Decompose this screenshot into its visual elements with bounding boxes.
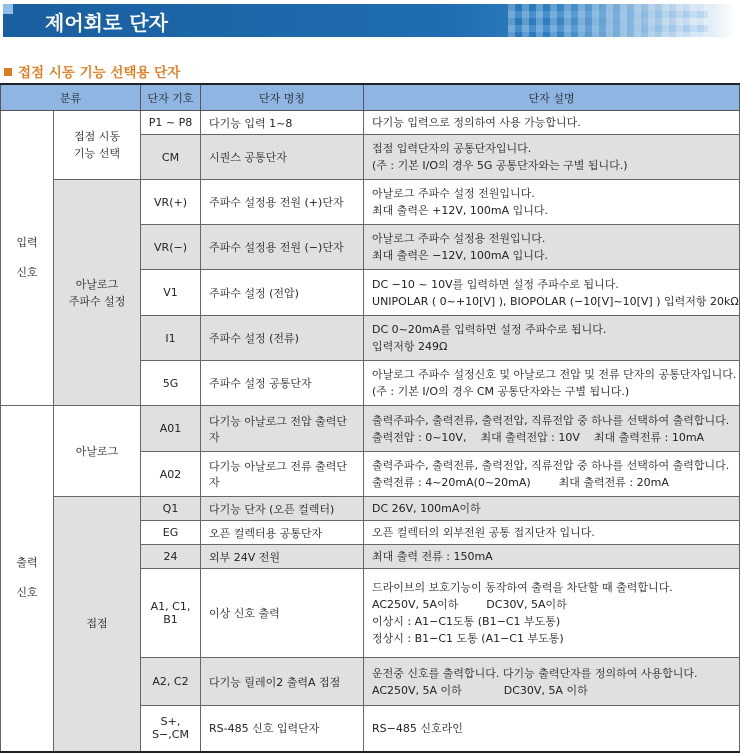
terminal-symbol: A01 [141,406,201,452]
terminal-name: 주파수 설정 (전압) [201,270,364,316]
terminal-symbol: P1 ~ P8 [141,111,201,135]
description-line: AC250V, 5A 이하 DC30V, 5A 이하 [372,683,588,697]
terminal-name: 다기능 단자 (오픈 컬렉터) [201,497,364,521]
description-line: 아날로그 주파수 설정 전원입니다. [372,187,535,200]
description-line: 아날로그 주파수 설정신호 및 아날로그 전압 및 전류 단자의 공통단자입니다. [372,368,737,381]
terminal-description [364,658,740,706]
description-line: 아날로그 주파수 설정용 전원입니다. [372,232,546,245]
table-row [1,497,740,521]
terminal-symbol: A2, C2 [141,658,201,706]
description-line: 오픈 컬렉터의 외부전원 공통 접지단자 입니다. [372,526,595,539]
terminal-name: 오픈 컬렉터용 공통단자 [201,521,364,545]
table-row [1,406,740,452]
banner-mosaic-decoration [508,4,708,37]
label-line: 입력 [16,236,38,249]
description-line: 다기능 입력으로 정의하여 사용 가능합니다. [372,116,581,129]
terminal-name: 다기능 아날로그 전류 출력단자 [201,452,364,497]
terminal-description [364,225,740,270]
terminal-symbol: A1, C1, B1 [141,569,201,658]
label-line: 아날로그 [75,444,119,458]
banner-corner-square [3,4,13,14]
terminal-name: 주파수 설정용 전원 (−)단자 [201,225,364,270]
header-symbol: 단자 기호 [141,84,201,111]
terminal-symbol: EG [141,521,201,545]
label-line: 신호 [16,266,38,279]
title-banner [3,4,736,37]
terminal-description [364,569,740,658]
terminal-symbol: V1 [141,270,201,316]
terminal-symbol: VR(−) [141,225,201,270]
table-row [1,180,740,225]
label-line: 신호 [16,586,38,600]
label-line: 아날로그 [75,277,119,291]
subgroup-label [54,180,141,406]
description-line: 이상시 : A1−C1도통 (B1−C1 부도통) [372,615,561,628]
terminal-name: 시퀀스 공통단자 [201,135,364,180]
subgroup-label [54,497,141,752]
terminal-description [364,361,740,406]
description-line: RS−485 신호라인 [372,721,463,735]
terminal-name: 외부 24V 전원 [201,545,364,569]
terminal-description [364,111,740,135]
label-line: 접점 시동 [74,130,121,143]
terminal-symbol: CM [141,135,201,180]
description-line: 정상시 : B1−C1 도통 (A1−C1 부도통) [372,632,564,645]
page-title: 제어회로 단자 [45,11,168,35]
terminal-description [364,706,740,752]
terminal-symbol: VR(+) [141,180,201,225]
terminal-name: 다기능 입력 1~8 [201,111,364,135]
description-line: AC250V, 5A이하 DC30V, 5A이하 [372,598,567,611]
square-bullet-icon [4,68,12,76]
terminal-description [364,270,740,316]
terminal-description [364,135,740,180]
header-category: 분류 [1,84,141,111]
table-row [1,111,740,135]
description-line: DC 26V, 100mA이하 [372,502,481,515]
header-description: 단자 설명 [364,84,740,111]
terminal-description [364,406,740,452]
subgroup-label [54,406,141,497]
terminal-symbol: Q1 [141,497,201,521]
group-label [1,111,54,406]
terminal-name: 이상 신호 출력 [201,569,364,658]
terminal-name: 주파수 설정 공통단자 [201,361,364,406]
description-line: UNIPOLAR ( 0~+10[V] ), BIOPOLAR (−10[V]~10[V] ) 입력저항 20kΩ [372,294,739,308]
terminal-symbol: S+, S−,CM [141,706,201,752]
terminal-description [364,521,740,545]
section-heading [4,61,180,81]
description-line: 입력저항 249Ω [372,340,448,353]
terminal-description [364,316,740,361]
terminal-symbol: 5G [141,361,201,406]
terminal-name: 주파수 설정용 전원 (+)단자 [201,180,364,225]
label-line: 출력 [16,556,38,570]
description-line: DC −10 ~ 10V를 입력하면 설정 주파수로 됩니다. [372,277,619,291]
description-line: 출력전류 : 4~20mA(0~20mA) 최대 출력전류 : 20mA [372,476,669,489]
description-line: (주 : 기본 I/O의 경우 5G 공통단자와는 구별 됩니다.) [372,159,628,172]
label-line: 접점 [86,617,108,631]
terminal-table [0,83,740,753]
terminal-description [364,180,740,225]
description-line: 접점 입력단자의 공통단자입니다. [372,142,532,155]
description-line: 드라이브의 보호기능이 동작하여 출력을 차단할 때 출력합니다. [372,581,673,594]
terminal-symbol: 24 [141,545,201,569]
terminal-description [364,497,740,521]
group-label [1,406,54,752]
section-title: 접점 시동 기능 선택용 단자 [18,65,181,81]
description-line: 출력주파수, 출력전류, 출력전압, 직류전압 중 하나를 선택하여 출력합니다. [372,413,730,427]
terminal-symbol: I1 [141,316,201,361]
terminal-name: 다기능 아날로그 전압 출력단자 [201,406,364,452]
terminal-symbol: A02 [141,452,201,497]
label-line: 기능 선택 [74,147,121,160]
terminal-description [364,452,740,497]
label-line: 주파수 설정 [68,294,126,308]
description-line: DC 0~20mA를 입력하면 설정 주파수로 됩니다. [372,323,607,336]
subgroup-label [54,111,141,180]
terminal-description [364,545,740,569]
terminal-name: RS-485 신호 입력단자 [201,706,364,752]
description-line: (주 : 기본 I/O의 경우 CM 공통단자와는 구별 됩니다.) [372,385,630,398]
description-line: 운전중 신호를 출력합니다. 다기능 출력단자를 정의하여 사용합니다. [372,666,698,680]
description-line: 출력전압 : 0~10V, 최대 출력전압 : 10V 최대 출력전류 : 10mA [372,430,705,444]
header-name: 단자 명칭 [201,84,364,111]
table-header-row [1,84,740,111]
description-line: 최대 출력 전류 : 150mA [372,550,493,563]
description-line: 최대 출력은 +12V, 100mA 입니다. [372,204,548,217]
terminal-name: 주파수 설정 (전류) [201,316,364,361]
description-line: 최대 출력은 −12V, 100mA 입니다. [372,249,548,262]
description-line: 출력주파수, 출력전류, 출력전압, 직류전압 중 하나를 선택하여 출력합니다. [372,459,730,472]
terminal-name: 다기능 릴레이2 출력A 접점 [201,658,364,706]
